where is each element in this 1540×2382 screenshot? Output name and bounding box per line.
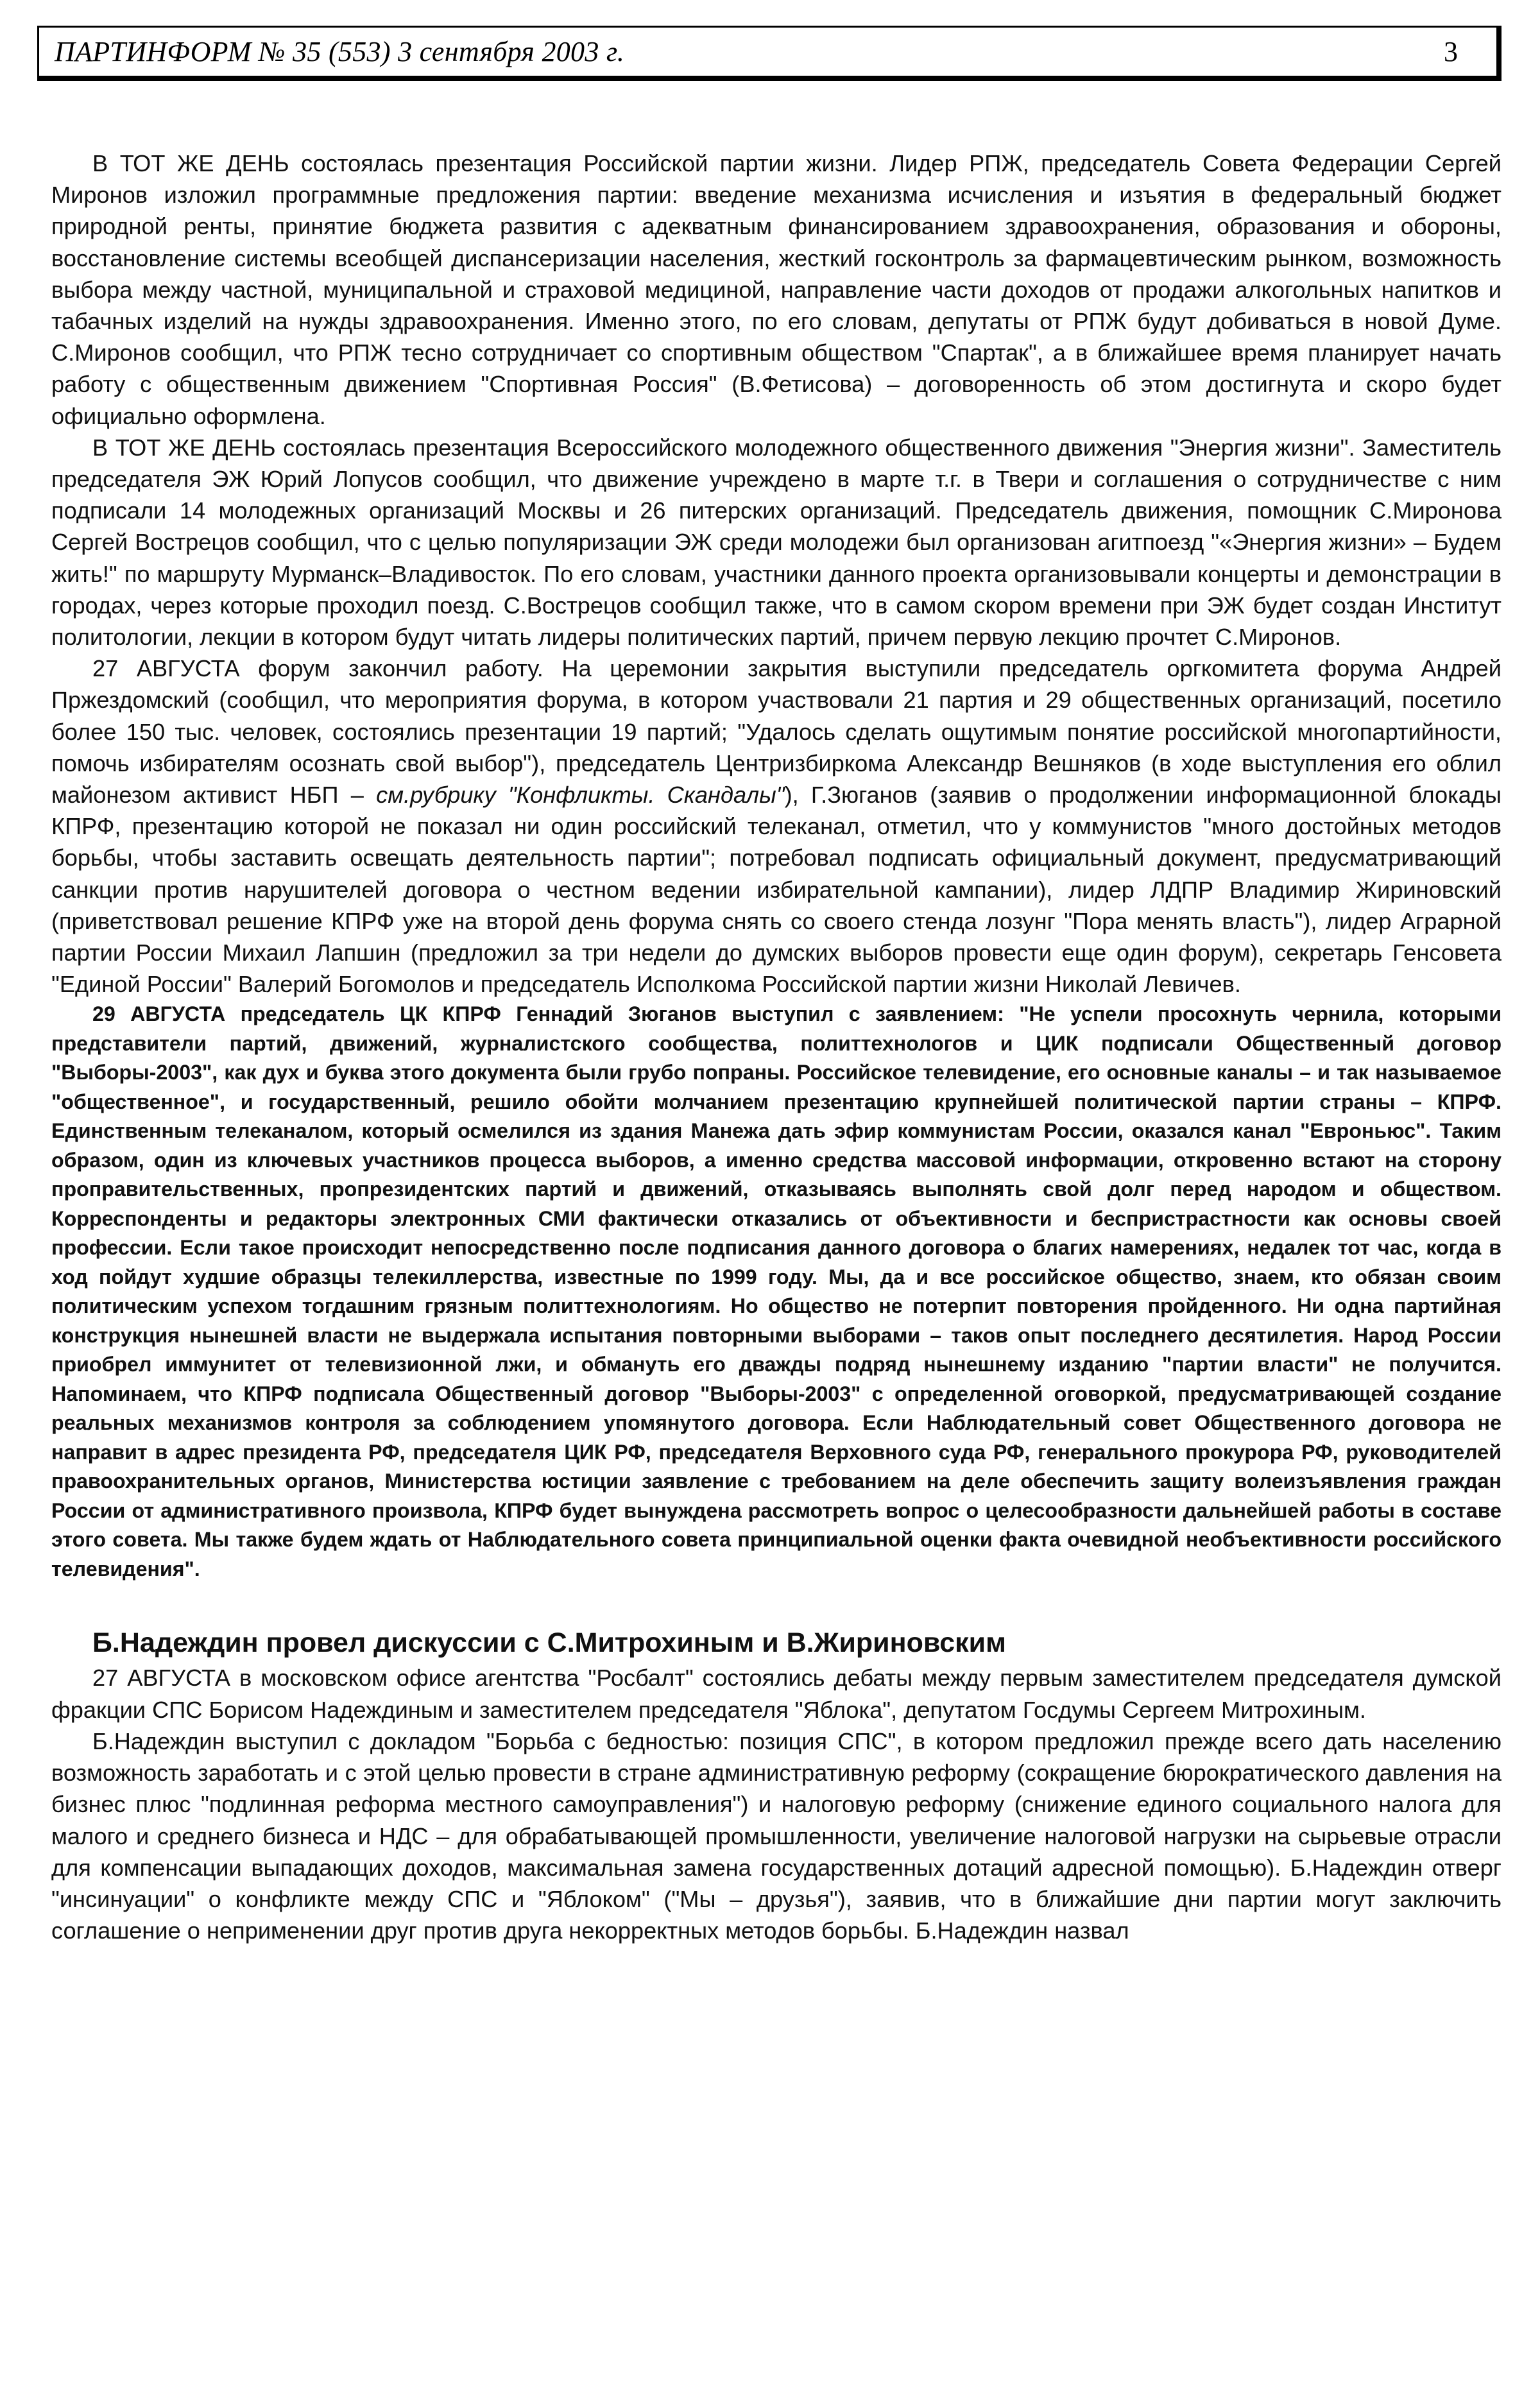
article-body (37, 148, 1502, 1946)
rubric-reference: см.рубрику "Конфликты. Скандалы" (376, 782, 785, 809)
forum-text-part1: 27 АВГУСТА форум закончил работу. На церемонии закрытия выступили председатель оргкомитета форума Андрей Пржездомский (сообщил, что мероприятия форума, в котором участвовали 21 партия и 29 общественных организаций, посетило более 150 тыс. человек, состоялись презентации 19 партий; "Удалось сделать ощутимым понятие российской многопартийности, помочь избирателям осознать свой выбор"), председатель Центризбиркома Александр Вешняков (в ходе выступления его облил майонезом активист НБП – (51, 655, 1502, 809)
paragraph-debates: 27 АВГУСТА в московском офисе агентства "Росбалт" состоялись дебаты между первым заместителем председателя думской фракции СПС Борисом Надеждиным и заместителем председателя "Яблока", депутатом Госдумы Сергеем Митрохиным. (51, 1665, 1502, 1723)
page-number: 3 (1444, 36, 1458, 67)
paragraph-rpzh-presentation: В ТОТ ЖЕ ДЕНЬ состоялась презентация Российской партии жизни. Лидер РПЖ, председатель Совета Федерации Сергей Миронов изложил программные предложения партии: введение механизма исчисления и изъятия в федеральный бюджет природной ренты, принятие бюджета развития с адекватным финансированием здравоохранения, образования и обороны, восстановление системы всеобщей диспансеризации населения, жесткий госконтроль за фармацевтическим рынком, возможность выбора между частной, муниципальной и страховой медициной, направление части доходов от продажи алкогольных напитков и табачных изделий на нужды здравоохранения. Именно этого, по его словам, депутаты от РПЖ будут добиваться в новой Думе. С.Миронов сообщил, что РПЖ тесно сотрудничает со спортивным обществом "Спартак", а в ближайшее время планирует начать работу с общественным движением "Спортивная Россия" (В.Фетисова) – договоренность об этом достигнута и скоро будет официально оформлена. (51, 150, 1502, 429)
paragraph-nadezhdin-report: Б.Надеждин выступил с докладом "Борьба с бедностью: позиция СПС", в котором предложил прежде всего дать населению возможность заработать и с этой целью провести в стране административную реформу (сокращение бюрократического давления на бизнес плюс "подлинная реформа местного самоуправления") и налоговую реформу (снижение единого социального налога для малого и среднего бизнеса и НДС – для обрабатывающей промышленности, увеличение налоговой нагрузки на сырьевые отрасли для компенсации выпадающих доходов, максимальная замена государственных дотаций адресной помощью). Б.Надеждин отверг "инсинуации" о конфликте между СПС и "Яблоком" ("Мы – друзья"), заявив, что в ближайшие дни партии могут заключить соглашение о неприменении друг против друга некорректных методов борьбы. Б.Надеждин назвал (51, 1727, 1502, 1944)
page-header (37, 26, 1502, 81)
section-heading: Б.Надеждин провел дискуссии с С.Митрохиным и В.Жириновским (92, 1627, 1006, 1659)
paragraph-forum-closing (51, 653, 1502, 1000)
publication-title: ПАРТИНФОРМ № 35 (553) 3 сентября 2003 г. (55, 36, 625, 67)
forum-text-part2: ), Г.Зюганов (заявив о продолжении информационной блокады КПРФ, презентацию которой не показал ни один российский телеканал, отметил, что у коммунистов "много достойных методов борьбы, чтобы заставить освещать деятельность партии"; потребовал подписать официальный документ, предусматривающий санкции против нарушителей договора о честном ведении избирательной кампании), лидер ЛДПР Владимир Жириновский (приветствовал решение КПРФ уже на второй день форума снять со своего стенда лозунг "Пора менять власть"), лидер Аграрной партии России Михаил Лапшин (предложил за три недели до думских выборов провести еще один форум), секретарь Генсовета "Единой России" Валерий Богомолов и председатель Исполкома Российской партии жизни Николай Левичев. (51, 782, 1502, 998)
paragraph-energy-of-life: В ТОТ ЖЕ ДЕНЬ состоялась презентация Всероссийского молодежного общественного движения "Энергия жизни". Заместитель председателя ЭЖ Юрий Лопусов сообщил, что движение учреждено в марте т.г. в Твери и соглашения о сотрудничестве с ним подписали 14 молодежных организаций Москвы и 26 питерских организаций. Председатель движения, помощник С.Миронова Сергей Вострецов сообщил, что с целью популяризации ЭЖ среди молодежи был организован агитпоезд "«Энергия жизни» – Будем жить!" по маршруту Мурманск–Владивосток. По его словам, участники данного проекта организовывали концерты и демонстрации в городах, через которые проходил поезд. С.Вострецов сообщил также, что в самом скором времени при ЭЖ будет создан Институт политологии, лекции в котором будут читать лидеры политических партий, причем первую лекцию прочтет С.Миронов. (51, 434, 1502, 651)
zyuganov-statement: 29 АВГУСТА председатель ЦК КПРФ Геннадий Зюганов выступил с заявлением: "Не успели просохнуть чернила, которыми представители партий, движений, журналистского сообщества, политтехнологов и ЦИК подписали Общественный договор "Выборы-2003", как дух и буква этого документа были грубо попраны. Российское телевидение, его основные каналы – и так называемое "общественное", и государственный, решило обойти молчанием презентацию крупнейшей политической партии страны – КПРФ. Единственным телеканалом, который осмелился из здания Манежа дать эфир коммунистам России, оказался канал "Евроньюс". Таким образом, один из ключевых участников процесса выборов, а именно средства массовой информации, откровенно встают на сторону проправительственных, пропрезидентских партий и движений, отказываясь выполнять свой долг перед народом и обществом. Корреспонденты и редакторы электронных СМИ фактически отказались от объективности и беспристрастности как основы своей профессии. Если такое происходит непосредственно после подписания данного договора о благих намерениях, недалек тот час, когда в ход пойдут худшие образцы телекиллерства, известные по 1999 году. Мы, да и все российское общество, знаем, кто обязан своим политическим успехом тогдашним грязным политтехнологиям. Но общество не потерпит повторения пройденного. Ни одна партийная конструкция нынешней власти не выдержала испытания повторными выборами – таков опыт последнего десятилетия. Народ России приобрел иммунитет от телевизионной лжи, и обмануть его дважды подряд нынешнему изданию "партии власти" не получится. Напоминаем, что КПРФ подписала Общественный договор "Выборы-2003" с определенной оговоркой, предусматривающей создание реальных механизмов контроля за соблюдением упомянутого договора. Если Наблюдательный совет Общественного договора не направит в адрес президента РФ, председателя ЦИК РФ, председателя Верховного суда РФ, генерального прокурора РФ, руководителей правоохранительных органов, Министерства юстиции заявление с требованием на деле обеспечить защиту волеизъявления граждан России от административного произвола, КПРФ будет вынуждена рассмотреть вопрос о целесообразности дальнейшей работы в составе этого совета. Мы также будем ждать от Наблюдательного совета принципиальной оценки факта очевидной необъективности российского телевидения". (51, 1002, 1502, 1581)
